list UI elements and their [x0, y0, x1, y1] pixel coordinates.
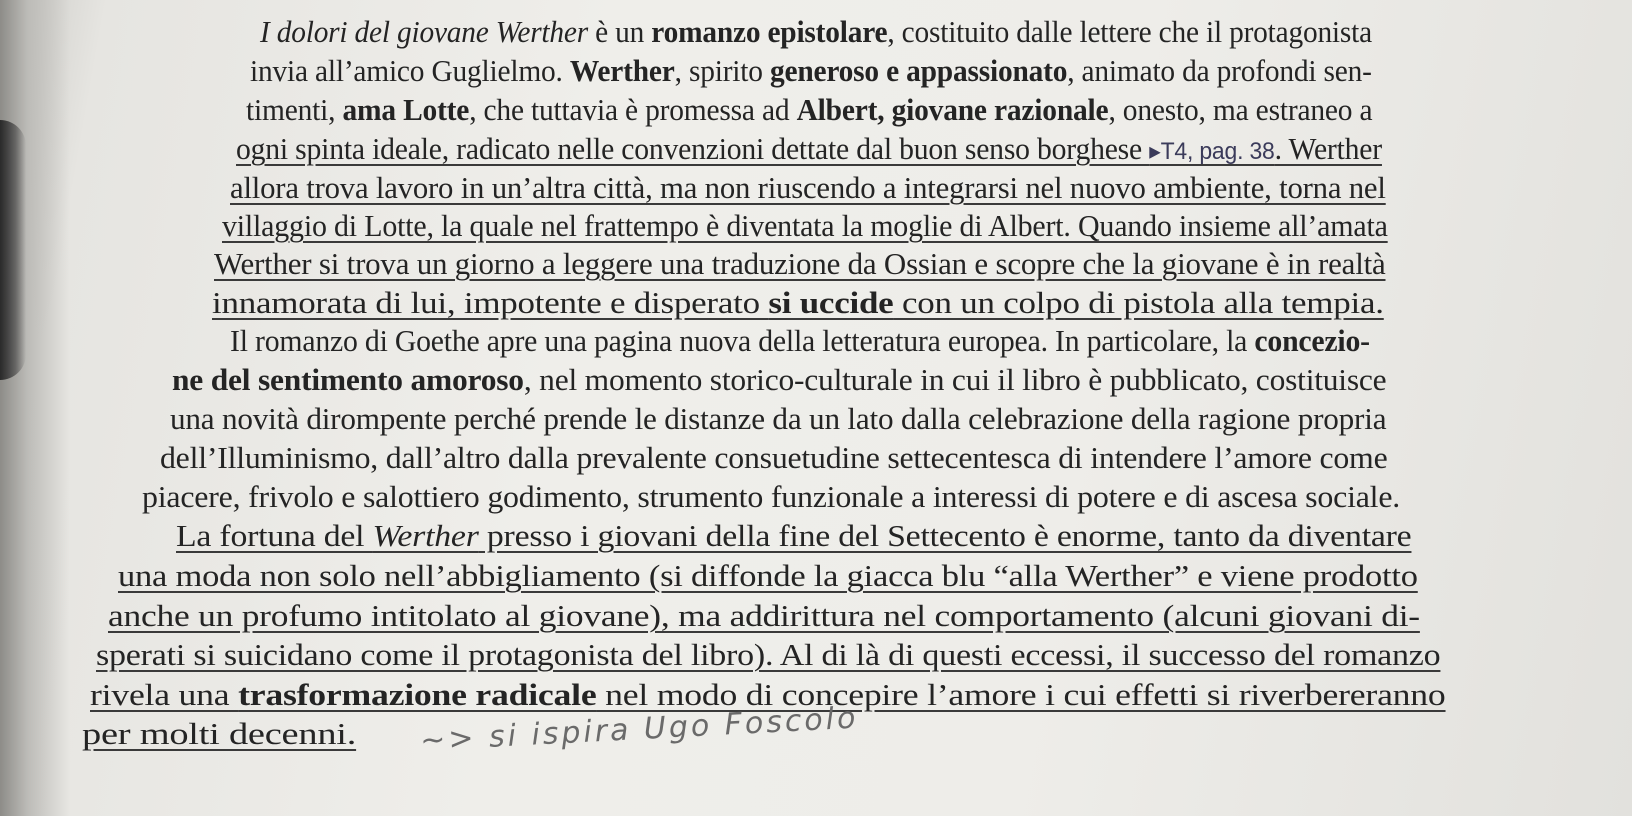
- text-segment: ne del sentimento amoroso: [172, 362, 524, 397]
- text-line: [172, 362, 1386, 398]
- text-segment: invia all’amico Guglielmo.: [250, 53, 570, 88]
- text-line: [176, 518, 1411, 554]
- text-segment: è un: [587, 14, 652, 49]
- text-segment: Werther si trova un giorno a leggere una traduzione da Ossian e scopre che la giovane è in realtà: [214, 246, 1386, 281]
- text-segment: Albert, giovane razionale: [796, 92, 1109, 127]
- text-segment: allora trova lavoro in un’altra città, ma non riuscendo a integrarsi nel nuovo ambiente, torna nel: [230, 170, 1386, 205]
- text-segment: piacere, frivolo e salottiero godimento, strumento funzionale a interessi di potere e di ascesa sociale.: [142, 479, 1401, 514]
- text-segment: una novità dirompente perché prende le distanze da un lato dalla celebrazione della ragione propria: [170, 401, 1387, 436]
- text-segment: concezio-: [1254, 323, 1370, 358]
- cross-reference: ▸T4, pag. 38: [1149, 138, 1275, 165]
- text-segment: Werther: [569, 53, 675, 88]
- text-line: [142, 479, 1400, 515]
- text-segment: innamorata di lui, impotente e disperato: [212, 285, 769, 320]
- book-spine-dark: [0, 120, 26, 380]
- text-segment: anche un profumo intitolato al giovane), ma addirittura nel comportamento (alcuni giovani di-: [108, 598, 1420, 633]
- text-segment: La fortuna del: [176, 518, 373, 553]
- text-segment: romanzo epistolare: [651, 14, 888, 49]
- text-line: [170, 401, 1386, 437]
- text-segment: , che tuttavia è promessa ad: [469, 92, 797, 127]
- text-segment: presso i giovani della fine del Settecento è enorme, tanto da diventare: [478, 518, 1412, 553]
- text-line: [96, 637, 1440, 673]
- text-segment: generoso e appassionato: [769, 53, 1068, 88]
- text-segment: sperati si suicidano come il protagonista del libro). Al di là di questi eccessi, il successo del romanzo: [96, 637, 1441, 672]
- text-line: [250, 53, 1372, 89]
- text-segment: nel modo di concepire l’amore i cui effetti si riverbereranno: [596, 677, 1446, 712]
- handwritten-note: ~> si ispira Ugo Foscolo: [419, 700, 860, 759]
- text-line: [118, 558, 1418, 594]
- text-segment: ama Lotte: [342, 92, 470, 127]
- text-segment: per molti decenni.: [82, 716, 357, 751]
- text-segment: con un colpo di pistola alla tempia.: [893, 285, 1384, 320]
- text-segment: Il romanzo di Goethe apre una pagina nuova della letteratura europea. In particolare, la: [230, 323, 1255, 358]
- text-segment: Werther: [372, 518, 479, 553]
- text-segment: rivela una: [90, 677, 239, 712]
- text-line: [230, 170, 1386, 206]
- text-segment: dell’Illuminismo, dall’altro dalla prevalente consuetudine settecentesca di intendere l’amore come: [160, 440, 1388, 475]
- text-line: [236, 131, 1382, 170]
- text-line: [230, 323, 1370, 359]
- text-line: [246, 92, 1372, 128]
- text-line: [212, 285, 1384, 321]
- text-segment: I dolori del giovane Werther: [260, 14, 588, 49]
- text-line: [82, 716, 356, 752]
- text-line: [108, 598, 1420, 634]
- text-line: [160, 440, 1387, 476]
- text-segment: , costituito dalle lettere che il protagonista: [887, 14, 1372, 49]
- text-line: [214, 246, 1386, 282]
- text-segment: ogni spinta ideale, radicato nelle convenzioni dettate dal buon senso borghese: [236, 131, 1150, 166]
- text-segment: timenti,: [246, 92, 343, 127]
- text-segment: , animato da profondi sen-: [1067, 53, 1372, 88]
- text-segment: , spirito: [674, 53, 770, 88]
- text-segment: una moda non solo nell’abbigliamento (si diffonde la giacca blu “alla Werther” e viene prodotto: [118, 558, 1418, 593]
- text-segment: si uccide: [768, 285, 894, 320]
- text-segment: , nel momento storico-culturale in cui il libro è pubblicato, costituisce: [523, 362, 1387, 397]
- text-segment: , onesto, ma estraneo a: [1108, 92, 1373, 127]
- text-segment: trasformazione radicale: [238, 677, 597, 712]
- text-line: [222, 208, 1388, 244]
- text-segment: villaggio di Lotte, la quale nel frattempo è diventata la moglie di Albert. Quando insieme all’amata: [222, 208, 1388, 243]
- text-segment: . Werther: [1274, 131, 1382, 166]
- text-line: [260, 14, 1372, 50]
